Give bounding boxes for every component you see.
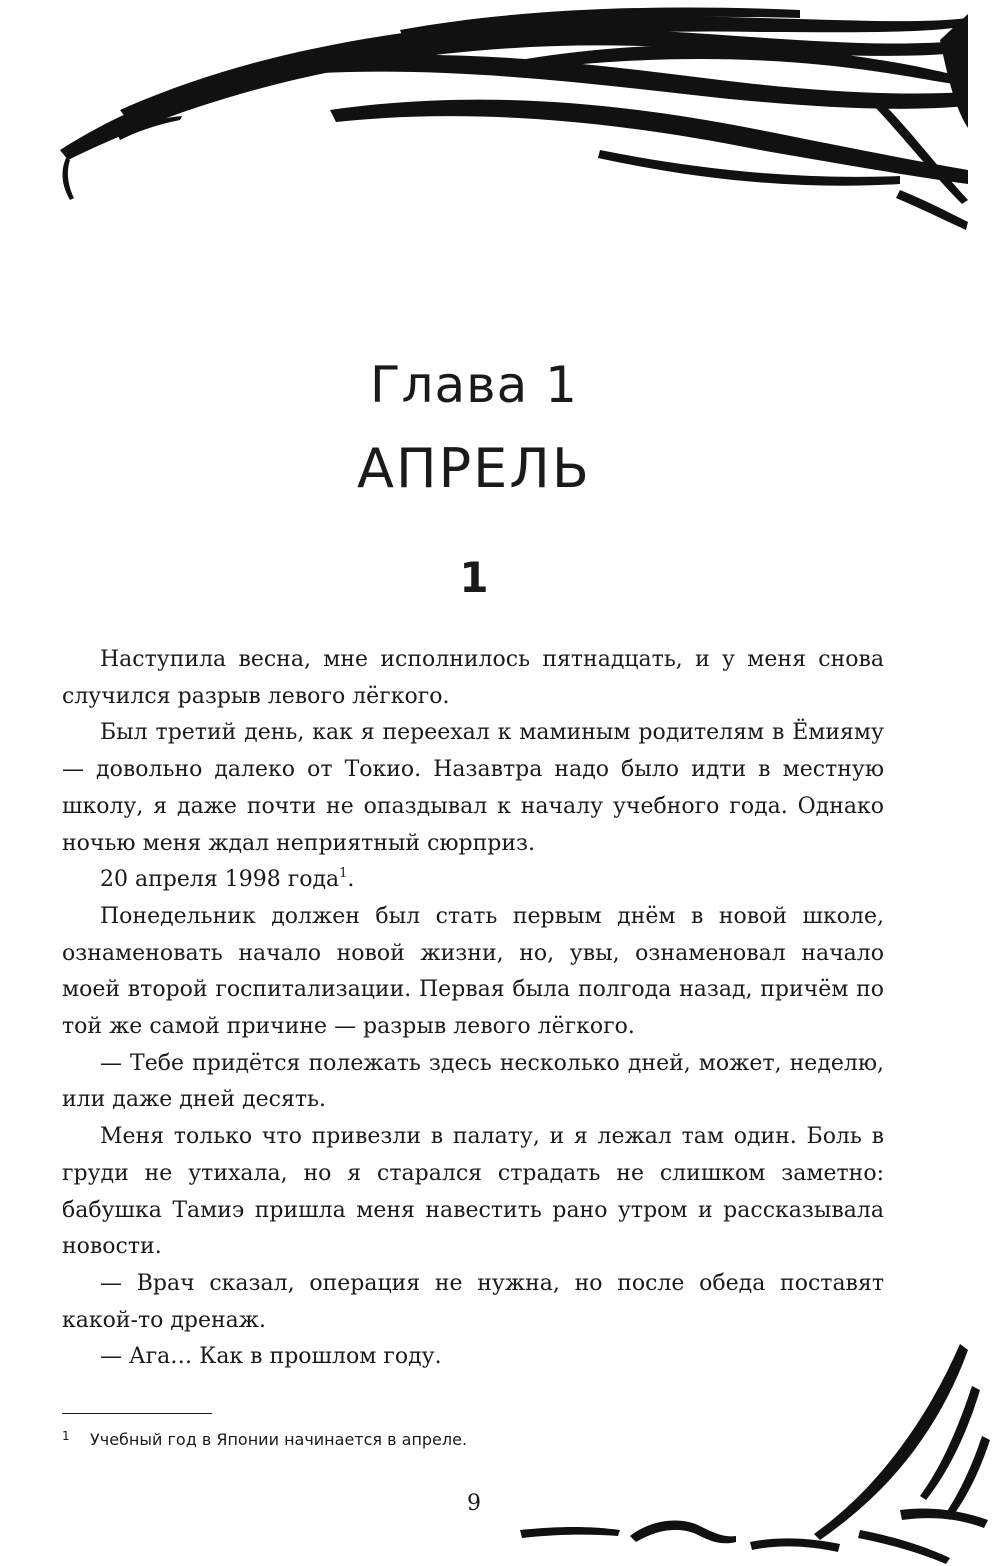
footnote-marker: 1 — [62, 1429, 70, 1443]
paragraph-text: Меня только что привезли в палату, и я лежал там один. Боль в груди не утихала, но я старался страдать не слишком заметно: бабушка Тамиэ пришла меня навестить рано утром и рассказывала новости. — [62, 1124, 884, 1260]
dialogue-paragraph — [62, 1046, 884, 1119]
footnote — [62, 1424, 882, 1452]
body-paragraph — [62, 642, 884, 715]
footnote-reference: 1 — [339, 866, 348, 882]
footnote-text: Учебный год в Японии начинается в апреле. — [90, 1430, 468, 1449]
paragraph-text: Наступила весна, мне исполнилось пятнадцать, и у меня снова случился разрыв левого лёгкого. — [62, 647, 884, 709]
footnote-divider — [62, 1413, 212, 1414]
top-ink-brush-decoration — [0, 0, 1000, 240]
paragraph-text: Понедельник должен был стать первым днём в новой школе, ознаменовать начало новой жизни, но, увы, ознаменовал начало моей второй госпитализации. Первая была полгода назад, причём по той же самой причине — разрыв левого лёгкого. — [62, 903, 884, 1040]
body-paragraph — [62, 1119, 884, 1266]
page-number: 9 — [467, 1491, 481, 1516]
paragraph-text: Был третий день, как я переехал к маминым родителям в Ёмияму — довольно далеко от Токио. Назавтра надо было идти в местную школу, я даже почти не опаздывал к началу учебного года. Однако ночью меня ждал неприятный сюрприз. — [62, 720, 884, 856]
paragraph-text: — Врач сказал, операция не нужна, но после обеда поставят какой-то дренаж. — [62, 1270, 884, 1333]
body-paragraph — [62, 715, 884, 862]
paragraph-text: — Ага… Как в прошлом году. — [100, 1344, 442, 1370]
chapter-body — [62, 642, 884, 1376]
section-number: 1 — [459, 553, 489, 602]
paragraph-text: 20 апреля 1998 года — [100, 867, 340, 893]
chapter-title: АПРЕЛЬ — [357, 437, 591, 500]
dialogue-paragraph — [62, 1339, 884, 1376]
body-paragraph — [62, 899, 884, 1046]
paragraph-suffix: . — [347, 867, 355, 893]
body-paragraph-date — [62, 862, 884, 899]
chapter-label: Глава 1 — [370, 356, 578, 414]
dialogue-paragraph — [62, 1266, 884, 1339]
paragraph-text: — Тебе придётся полежать здесь несколько дней, может, неделю, или даже дней десять. — [62, 1050, 884, 1113]
